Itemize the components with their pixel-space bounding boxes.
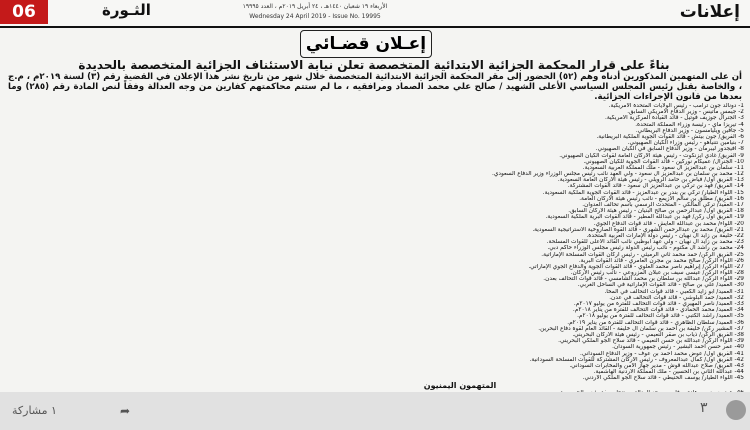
section-title: إعلانات bbox=[679, 2, 740, 22]
notice-intro: أن على المتهمين المذكورين أدناه وهم (٥٢) الحضور إلى مقر المحكمة الجزائية الابتدائية المتخصصة خلال شهر من تاريخ نشر هذا الإعلان في القضية رقم (٣) لسنة ٢٠١٩م ، م.ج ، والخاصة بقتل رئيس المجلس السياسي الأعلى الشهيد / صالح علي محمد الصماد ومرافقيه ، ما لم ستتم محاكمتهم كفارين من وجه العدالة وفقاً لنص المادة رقم (٢٨٥) وما بعدها من قانون الإجراءات الجزائية. bbox=[8, 72, 743, 102]
list-item: 26- اللواء الركن/ صالح محمد بن مجرن العامري - قائد القوات البرية. bbox=[578, 257, 744, 264]
list-item: 30- العميد/ علي بن صالح - قائد القوات الإماراتية في الساحل الغربي. bbox=[577, 282, 744, 289]
list-item: 33- العميد/ ناصر المهيري - قائد قوات التحالف للفترة من يوليو ٢٠١٧م. bbox=[573, 301, 744, 307]
list-item: 19- الفريق أول ركن/ فهد بن عبدالله المطير - قائد القوات البرية الملكية السعودية. bbox=[545, 214, 744, 221]
list-item: 34- العميد/ محمد الحمادي - قائد قوات التحالف للفترة من يناير ٢٠١٨م. bbox=[572, 307, 744, 314]
list-item: 35- العميد/ راشد الكتبي - قائد قوات التحالف للفترة من يوليو ٢٠١٨م. bbox=[577, 313, 744, 320]
list-item: 45- اللواء الطيار/ يوسف الحنيطي - قائد سلاح الجو الملكي الأردني. bbox=[582, 375, 744, 382]
list-item: 2- جيمس ماتيس - وزير الدفاع الأمريكي السابق. bbox=[627, 109, 744, 116]
list-subheading: المتهمون اليمنيون bbox=[423, 381, 497, 391]
list-item: 11- سلمان بن عبدالعزيز آل سعود - ملك المملكة العربية السعودية. bbox=[582, 164, 744, 171]
list-item: 39- اللواء الركن/ عبدالله بن حسن النعيمي - قائد سلاح الجو الملكي البحريني. bbox=[558, 338, 744, 345]
list-item: 7- بنيامين نتنياهو - رئيس وزراء الكيان الصهيوني. bbox=[627, 140, 744, 147]
list-item: 23- محمد بن زايد آل نهيان - ولي عهد أبوظبي نائب القائد الأعلى للقوات المسلحة. bbox=[546, 239, 744, 246]
list-item: 27- اللواء الركن/ إبراهيم ناصر محمد العلوي - قائد القوات الجوية والدفاع الجوي الإماراتي. bbox=[528, 263, 744, 270]
list-item: 18- الفريق أول/ عبدالرحمن بن صالح البنيان - رئيس هيئة الأركان السابق. bbox=[568, 208, 744, 215]
avatar-icon[interactable] bbox=[726, 400, 746, 420]
list-item: 9- الفريق/ غادي آيزنكوت - رئيس هيئة الأركان العامة لقوات الكيان الصهيوني. bbox=[559, 152, 744, 159]
list-item: 17- العقيد/ تركي المالكي - المتحدث الرسمي باسم تحالف العدوان. bbox=[582, 202, 744, 208]
list-item: 42- الفريق أول/ كمال عبدالمعروف - رئيس الأركان المشتركة للقوات المسلحة السودانية. bbox=[529, 356, 744, 363]
share-count[interactable]: ١ مشاركة bbox=[12, 404, 57, 417]
list-item: 25- الفريق الركن/ حمد محمد ثاني الرميثي - رئيس أركان القوات المسلحة الإماراتية. bbox=[541, 251, 744, 258]
newspaper-header bbox=[0, 0, 750, 28]
list-item: 14- الفريق/ فهد بن تركي بن عبدالعزيز آل سعود - قائد القوات المشتركة. bbox=[567, 183, 744, 190]
list-item: 21- الفريق/ محمد بن عبدالرحمن الشهري - قائد القوة الصاروخية الاستراتيجية السعودية. bbox=[532, 226, 744, 233]
list-item: 36- العميد/ سلطان الظاهري - قائد قوات التحالف للفترة من يناير ٢٠١٩م. bbox=[567, 319, 744, 326]
newspaper-logo: الثـورة bbox=[102, 1, 151, 19]
list-item: 28- اللواء الركن/ عيسى سيف بن عبلان المزروعي - نائب رئيس الأركان. bbox=[570, 270, 744, 277]
list-item: 24- محمد بن راشد آل مكتوم - نائب رئيس الدولة رئيس مجلس الوزراء حاكم دبي. bbox=[547, 245, 744, 252]
list-item: 4- تيريزا ماي - رئيسة وزراء المملكة المتحدة. bbox=[635, 121, 744, 128]
list-item: 43- الفريق/ صلاح عبدالله قوش - مدير جهاز الأمن والمخابرات السوداني. bbox=[569, 362, 744, 369]
list-item: 20- اللواء/ محمد بن عبدالله العايش - قائد قوات الدفاع الجوي. bbox=[593, 220, 744, 227]
list-item: 13- الفريق أول/ فياض بن حامد الرويلي - رئيس هيئة الأركان العامة السعودية. bbox=[557, 177, 744, 184]
issue-info bbox=[200, 2, 430, 22]
notice-heading: بناءً على قرار المحكمة الجزائية الابتدائية المتخصصة تعلن نيابة الاستئناف الجزائية المتخصصة بالحديدة bbox=[78, 58, 670, 72]
list-item: 5- جافين ويليامسون - وزير الدفاع البريطاني. bbox=[635, 127, 744, 134]
list-item: 16- الفريق/ مطلق بن سالم الأزيمع - نائب رئيس هيئة الأركان العامة. bbox=[579, 195, 744, 202]
list-item: 37- المشير ركن/ خليفة بن أحمد بن سلمان آل خليفة - القائد العام لقوة دفاع البحرين. bbox=[538, 325, 744, 332]
issue-line-arabic: الأربعاء ١٩ شعبان ١٤٤٠هـ ، ٢٤ أبريل ٢٠١٩م ، العدد ١٩٩٩٥ bbox=[242, 3, 388, 10]
defendants-list bbox=[176, 103, 744, 392]
comment-count[interactable]: ٣ bbox=[700, 400, 708, 416]
notice-title: إعـلان قضـائي bbox=[300, 30, 432, 58]
page-number: 06 bbox=[0, 0, 48, 24]
bottom-bar bbox=[0, 392, 750, 430]
list-item: 12- محمد بن سلمان بن عبدالعزيز آل سعود - ولي العهد نائب رئيس مجلس الوزراء وزير الدفاع السعودي. bbox=[492, 171, 744, 178]
list-item: 29- اللواء الركن/ عبدالله بن سلطان بن محمد الشامسي - قائد قوات التحالف بعدن. bbox=[543, 276, 744, 283]
list-item: 6- الفريق/ جون بيتش - قائد القوات الجوية الملكية البريطانية. bbox=[596, 133, 744, 140]
list-item: 22- خليفة بن زايد آل نهيان - رئيس دولة الإمارات العربية المتحدة. bbox=[586, 232, 744, 239]
list-item: 15- اللواء الطيار/ تركي بن بندر بن عبدالعزيز - قائد القوات الجوية الملكية السعودية. bbox=[542, 189, 744, 196]
list-item: 3- الجنرال جوزيف فوتيل - قائد القيادة المركزية الأمريكية. bbox=[604, 115, 744, 122]
list-item: 31- العميد/ أبو زايد الكعبي - قائد قوات التحالف في المخا. bbox=[604, 288, 744, 295]
list-item: 1- دونالد جون ترامب - رئيس الولايات المتحدة الأمريكية. bbox=[608, 103, 744, 109]
list-item: 10- الجنرال/ عميكام نوركين - قائد القوات الجوية للكيان الصهيوني. bbox=[583, 158, 744, 165]
share-icon[interactable]: ➦ bbox=[120, 404, 131, 418]
issue-line-english: Wednesday 24 April 2019 - Issue No. 19995 bbox=[249, 13, 381, 20]
list-item: 8- أفيجدور ليبرمان - وزير الدفاع السابق في الكيان الصهيوني. bbox=[595, 146, 744, 153]
list-item: 41- الفريق أول/ عوض محمد أحمد بن عوف - وزير الدفاع السوداني. bbox=[579, 350, 744, 357]
list-item: 32- العميد/ حمد البلوشي - قائد قوات التحالف في عدن. bbox=[609, 294, 744, 301]
list-item: 38- الفريق الركن/ ذياب بن صقر النعيمي - رئيس هيئة الأركان البحريني. bbox=[572, 331, 744, 338]
list-item: 44- عبدالله الثاني بن الحسين - ملك المملكة الأردنية الهاشمية. bbox=[593, 369, 744, 376]
list-item: 40- عمر حسن أحمد البشير - رئيس جمهورية السودان. bbox=[612, 344, 744, 351]
